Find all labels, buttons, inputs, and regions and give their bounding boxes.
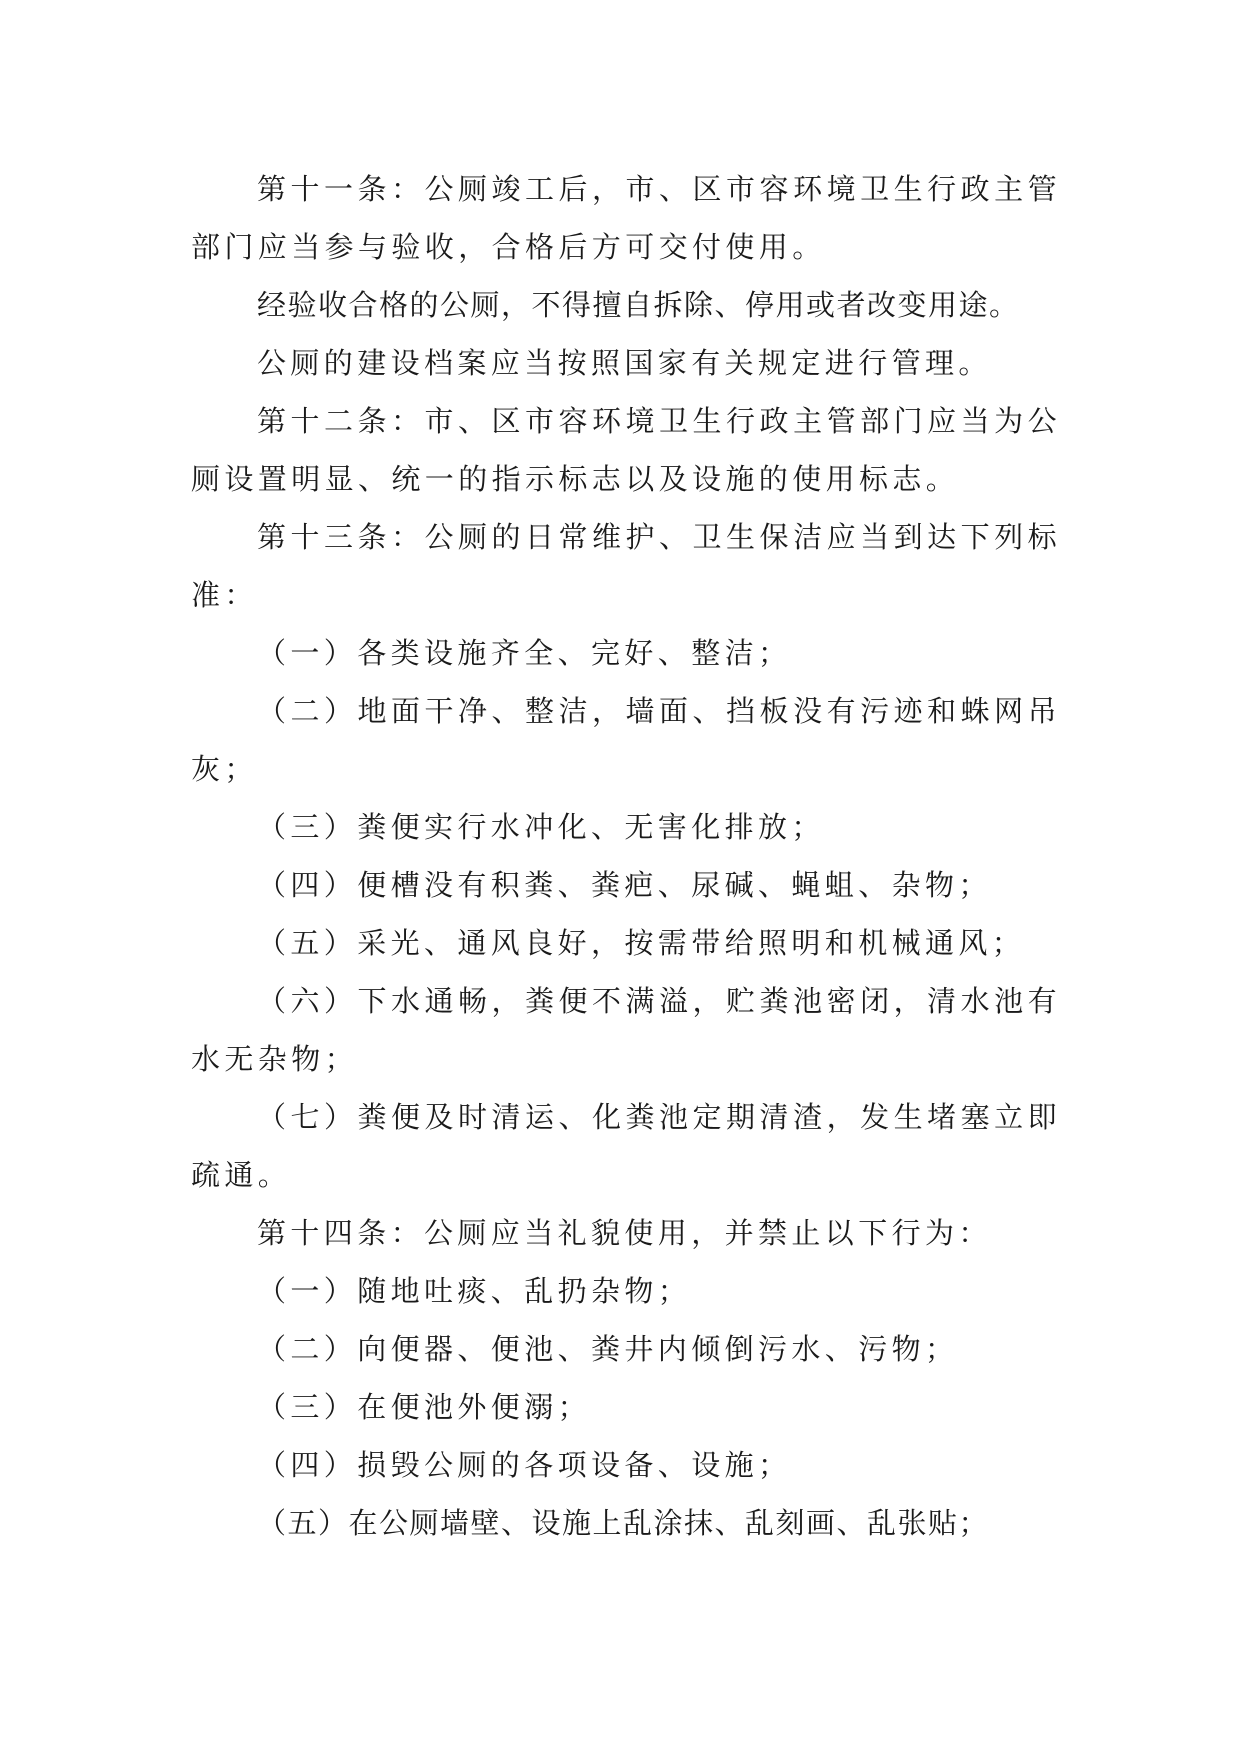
article-13-item-7: （七）粪便及时清运、化粪池定期清渣，发生堵塞立即疏通。 xyxy=(191,1100,1061,1192)
article-13: 第十三条：公厕的日常维护、卫生保洁应当到达下列标准： xyxy=(191,520,1061,612)
article-13-item-3: （三）粪便实行水冲化、无害化排放； xyxy=(257,810,825,844)
article-14-item-5: （五）在公厕墙壁、设施上乱涂抹、乱刻画、乱张贴； xyxy=(257,1506,990,1540)
article-14-item-1: （一）随地吐痰、乱扔杂物； xyxy=(257,1274,692,1308)
document-body xyxy=(191,160,1061,1552)
article-11-clause-2: 经验收合格的公厕，不得擅自拆除、停用或者改变用途。 xyxy=(257,288,1020,322)
article-13-item-6: （六）下水通畅，粪便不满溢，贮粪池密闭，清水池有水无杂物； xyxy=(191,984,1061,1076)
article-13-item-4: （四）便槽没有积粪、粪疤、尿碱、蝇蛆、杂物； xyxy=(257,868,992,902)
article-11-clause-3: 公厕的建设档案应当按照国家有关规定进行管理。 xyxy=(257,346,992,380)
article-13-item-1: （一）各类设施齐全、完好、整洁； xyxy=(257,636,792,670)
article-11: 第十一条：公厕竣工后，市、区市容环境卫生行政主管部门应当参与验收，合格后方可交付使用。 xyxy=(191,172,1061,264)
article-14-item-2: （二）向便器、便池、粪井内倾倒污水、污物； xyxy=(257,1332,959,1366)
article-13-item-5: （五）采光、通风良好，按需带给照明和机械通风； xyxy=(257,926,1026,960)
article-13-item-2: （二）地面干净、整洁，墙面、挡板没有污迹和蛛网吊灰； xyxy=(191,694,1061,786)
article-14: 第十四条：公厕应当礼貌使用，并禁止以下行为： xyxy=(257,1216,992,1250)
article-14-item-3: （三）在便池外便溺； xyxy=(257,1390,592,1424)
article-14-item-4: （四）损毁公厕的各项设备、设施； xyxy=(257,1448,792,1482)
article-12: 第十二条：市、区市容环境卫生行政主管部门应当为公厕设置明显、统一的指示标志以及设施的使用标志。 xyxy=(191,404,1061,496)
